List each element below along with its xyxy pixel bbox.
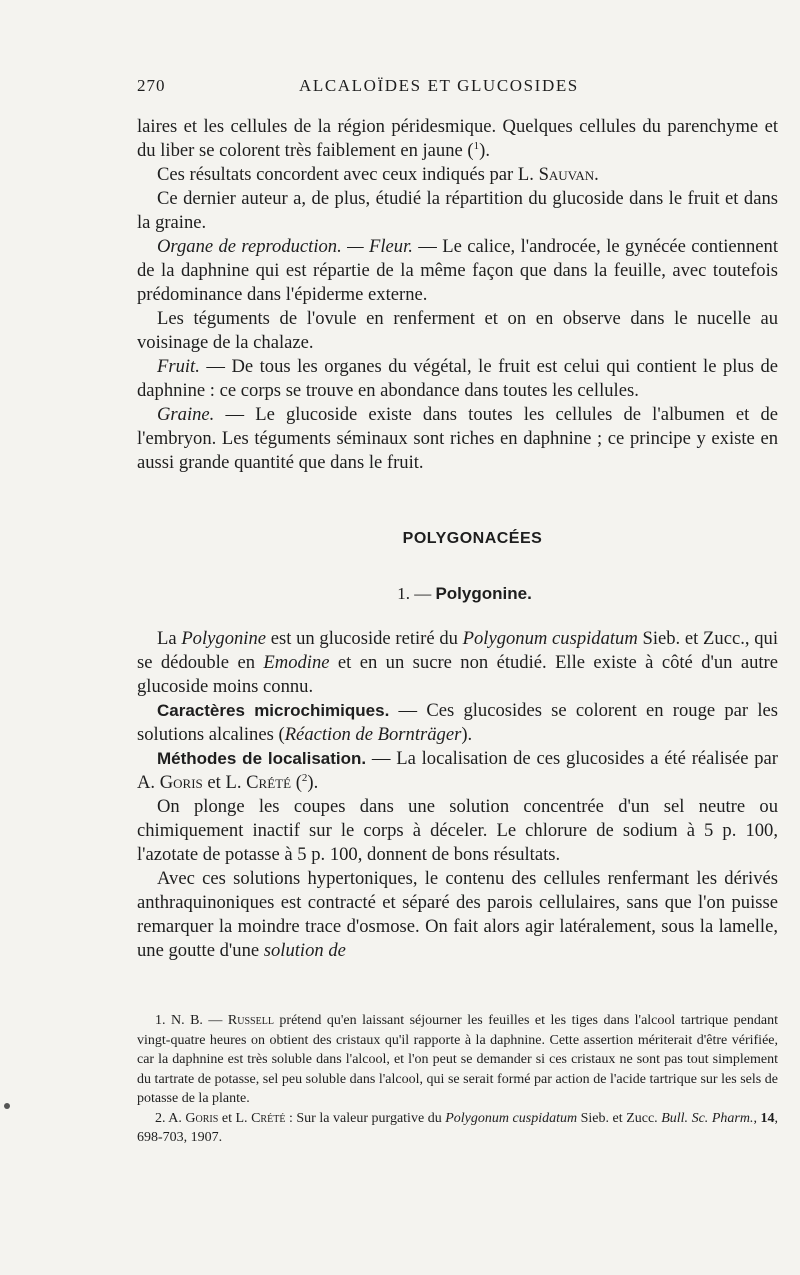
page-header: [137, 76, 777, 100]
main-text: [137, 115, 778, 963]
running-title: ALCALOÏDES ET GLUCOSIDES: [299, 76, 579, 95]
footnote-ref[interactable]: 2: [301, 771, 308, 784]
subheading: Graine.: [157, 404, 215, 425]
paragraph-heading: Caractères microchimiques.: [157, 701, 390, 720]
paragraph: Caractères microchimiques. — Ces glucosides se colorent en rouge par les solutions alcalines (Réaction de Bornträger).: [137, 700, 778, 745]
paragraph: Ce dernier auteur a, de plus, étudié la répartition du glucoside dans le fruit et dans la graine.: [137, 188, 778, 233]
footnote-ref[interactable]: 1: [473, 139, 480, 152]
author-name: Sauvan: [538, 164, 595, 185]
footnote: 2. A. Goris et L. Crété : Sur la valeur purgative du Polygonum cuspidatum Sieb. et Zucc. Bull. Sc. Pharm., 14, 698-703, 1907.: [137, 1110, 778, 1145]
footnote: 1. N. B. — Russell prétend qu'en laissant séjourner les feuilles et les tiges dans l'alcool tartrique pendant vingt-quatre heures on obtient des cristaux qu'il rapporte à la daphnine. Cette assertion mériterait d'être vérifiée, car la daphnine est très soluble dans l'alcool, et l'on peut se demander si ces cristaux ne sont pas tout simplement du tartrate de potasse, sel peu soluble dans l'alcool, qui se serait formé par action de l'acide tartrique sur les sels de potasse de la plante.: [137, 1013, 778, 1106]
paragraph: La Polygonine est un glucoside retiré du Polygonum cuspidatum Sieb. et Zucc., qui se dédouble en Emodine et en un sucre non étudié. Elle existe à côté d'un autre glucoside moins connu.: [137, 628, 779, 697]
paragraph-heading: Méthodes de localisation.: [157, 749, 367, 768]
subsection-title: 1. — Polygonine.: [397, 584, 532, 603]
subheading: Organe de reproduction. — Fleur.: [157, 236, 413, 257]
paragraph: Organe de reproduction. — Fleur. — Le calice, l'androcée, le gynécée contiennent de la daphnine qui est répartie de la même façon que dans la feuille, avec toutefois prédominance dans l'épiderme externe.: [137, 236, 778, 305]
margin-mark: [4, 1103, 10, 1109]
subheading: Fruit.: [157, 356, 200, 377]
paragraph: Ces résultats concordent avec ceux indiqués par L. Sauvan.: [157, 164, 599, 185]
paragraph: Les téguments de l'ovule en renferment et on en observe dans le nucelle au voisinage de la chalaze.: [137, 308, 778, 353]
paragraph: Fruit. — De tous les organes du végétal, le fruit est celui qui contient le plus de daphnine : ce corps se trouve en abondance dans toutes les cellules.: [137, 356, 778, 401]
footnotes: [137, 1011, 778, 1148]
section-title: POLYGONACÉES: [402, 530, 543, 547]
paragraph: laires et les cellules de la région péridesmique. Quelques cellules du parenchyme et du liber se colorent très faiblement en jaune ($^1$).: [137, 116, 778, 161]
paragraph: On plonge les coupes dans une solution concentrée d'un sel neutre ou chimiquement inactif sur le corps à déceler. Le chlorure de sodium à 5 p. 100, l'azotate de potasse à 5 p. 100, donnent de bons résultats.: [137, 796, 778, 865]
page-number: 270: [137, 76, 166, 95]
paragraph: Avec ces solutions hypertoniques, le contenu des cellules renfermant les dérivés anthraquinoniques est contracté et séparé des parois cellulaires, sans que l'on puisse remarquer la moindre trace d'osmose. On fait alors agir latéralement, sous la lamelle, une goutte d'une solution de: [137, 868, 778, 961]
paragraph: Graine. — Le glucoside existe dans toutes les cellules de l'albumen et de l'embryon. Les téguments séminaux sont riches en daphnine ; ce principe y existe en aussi grande quantité que dans le fruit.: [137, 404, 778, 473]
paragraph: Méthodes de localisation. — La localisation de ces glucosides a été réalisée par A. Goris et L. Crété ($^2$).: [137, 748, 778, 793]
